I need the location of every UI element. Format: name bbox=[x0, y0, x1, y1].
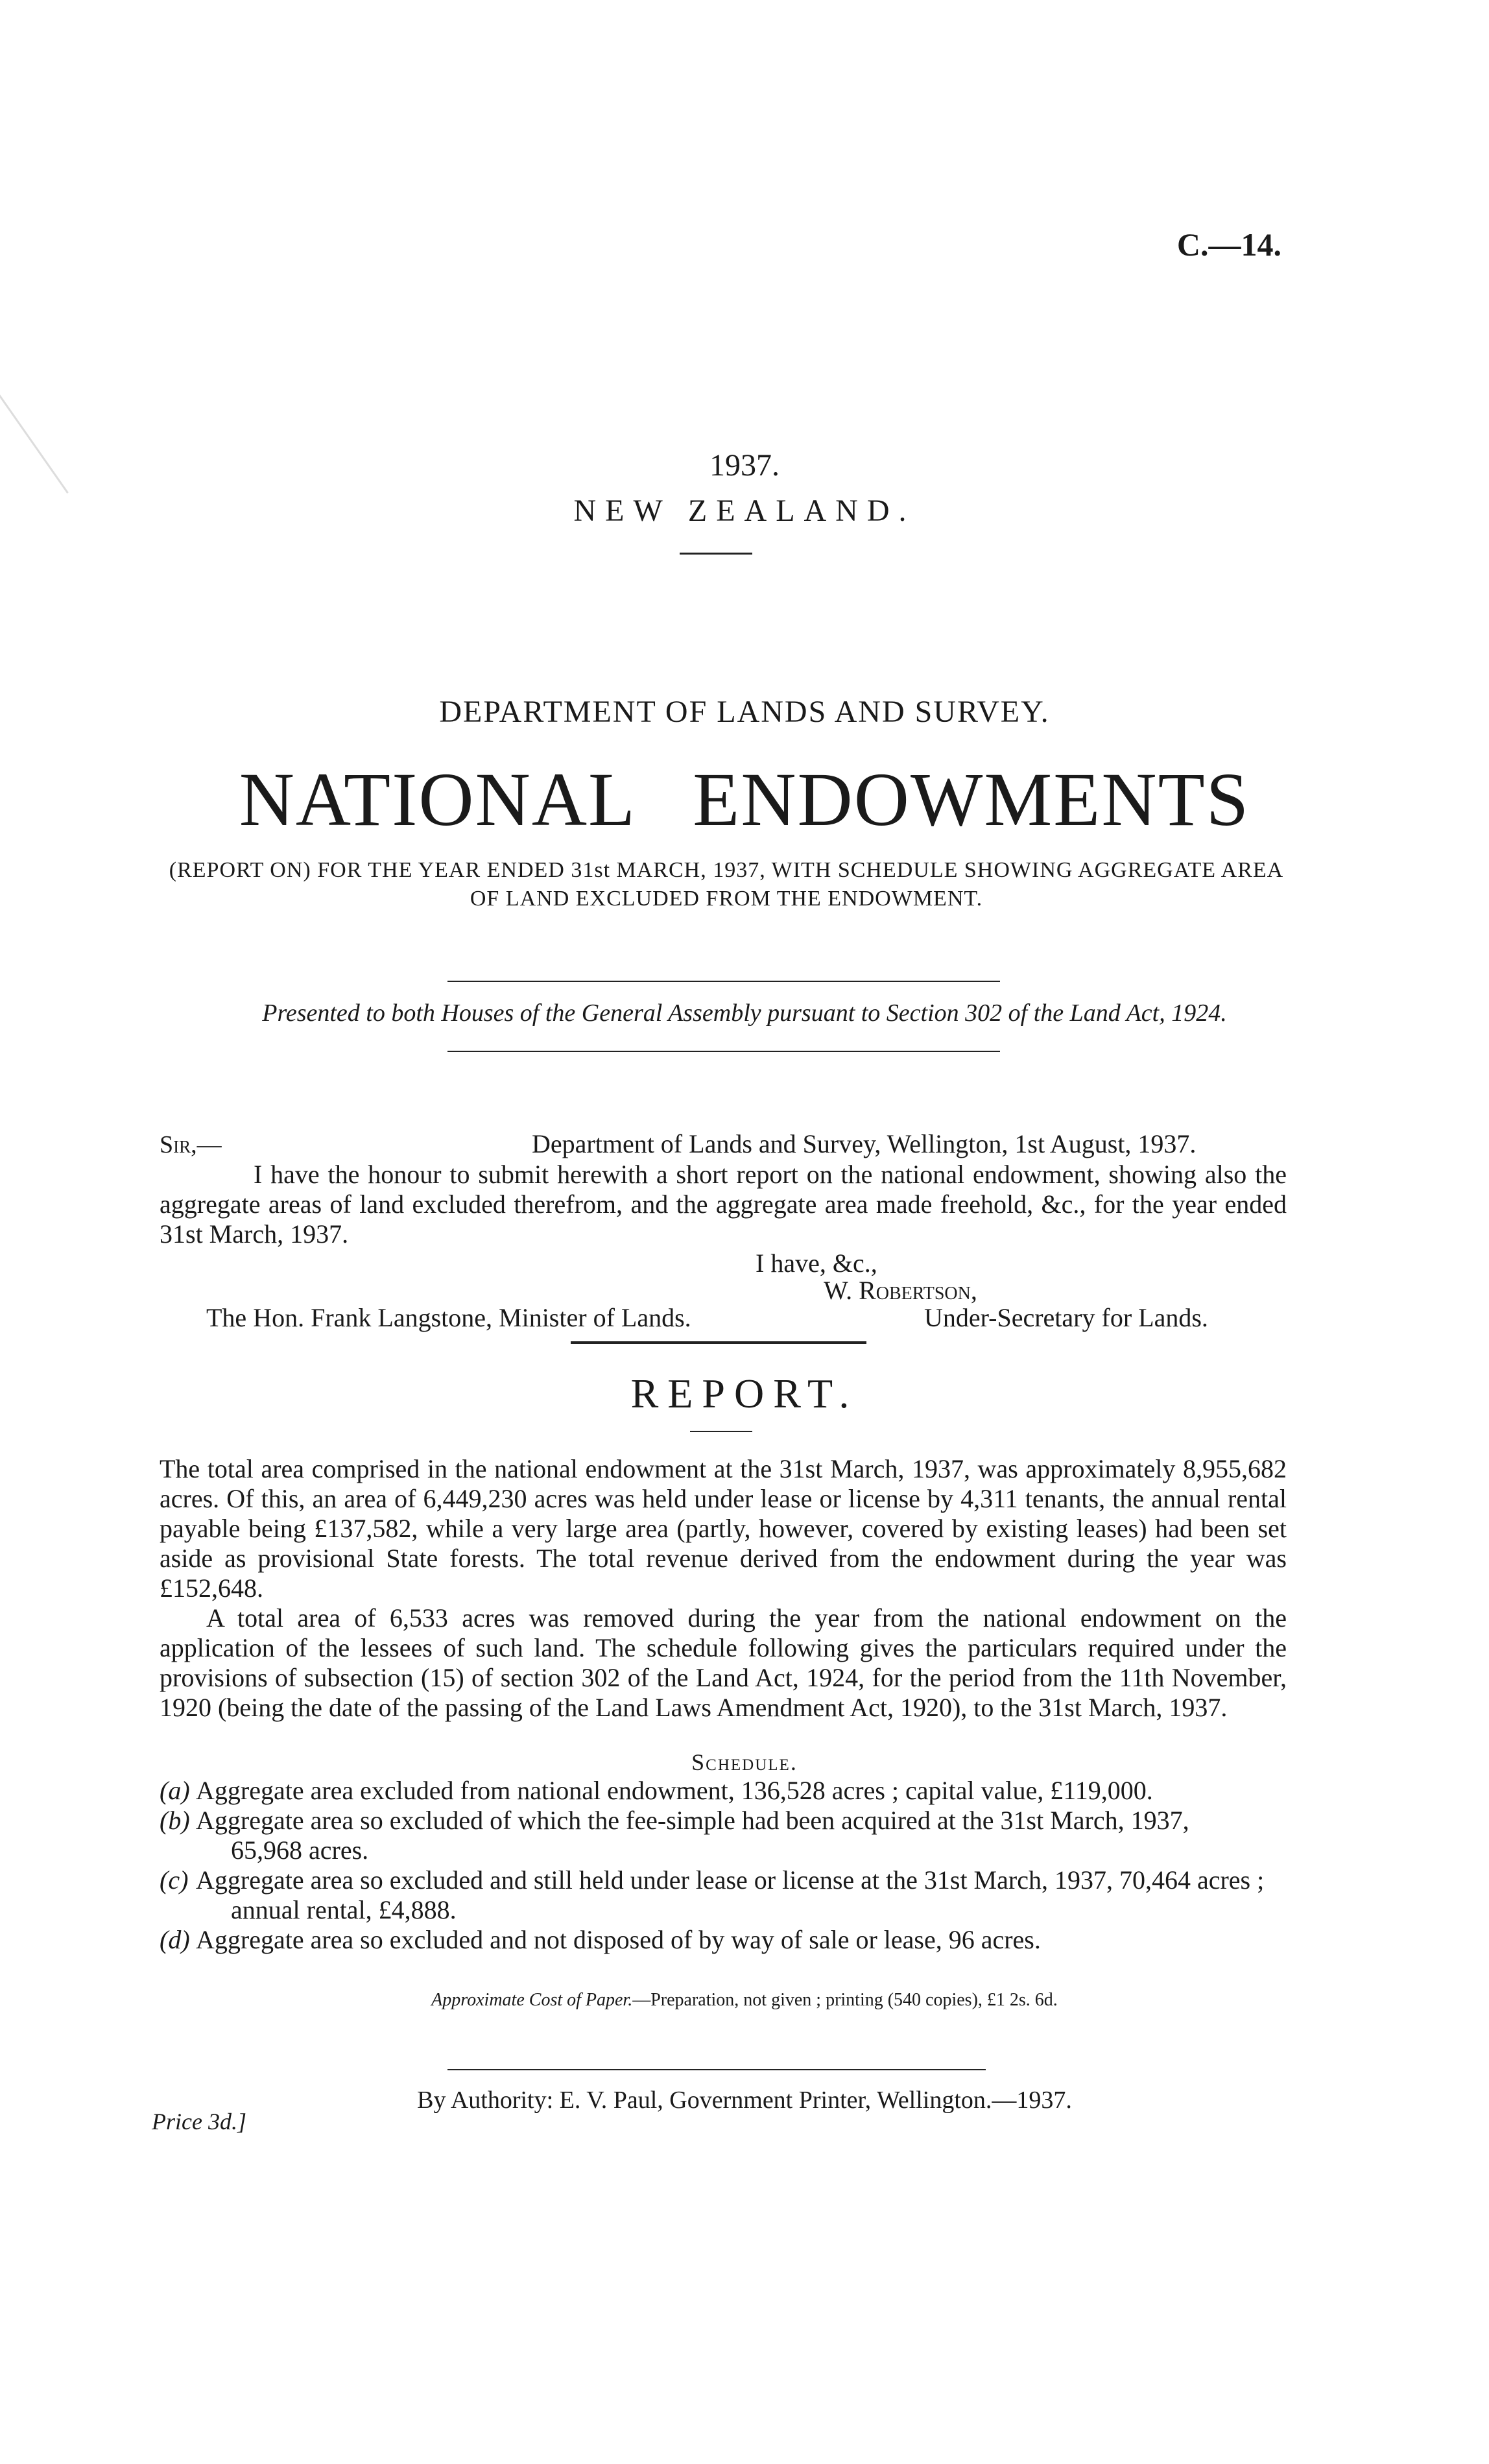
schedule-item-label: (c) bbox=[160, 1865, 189, 1895]
divider bbox=[447, 1051, 1000, 1052]
report-paragraph: The total area comprised in the national endowment at the 31st March, 1937, was approximately 8,955,682 acres. Of this, an area of 6,449,230 acres was held under lease or license by 4,311 tenants, the annual rental payable being £137,582, while a very large area (partly, however, covered by existing leases) had been set aside as provisional State forests. The total revenue derived from the endowment during the year was £152,648. bbox=[160, 1454, 1287, 1603]
cost-text: —Preparation, not given ; printing (540 copies), £1 2s. 6d. bbox=[632, 1990, 1058, 2010]
signatory-title: Under-Secretary for Lands. bbox=[924, 1303, 1208, 1332]
schedule-item-continuation: annual rental, £4,888. bbox=[231, 1895, 457, 1924]
department-heading: DEPARTMENT OF LANDS AND SURVEY. bbox=[439, 695, 1050, 729]
schedule-item-text: Aggregate area excluded from national endowment, 136,528 acres ; capital value, £119,000. bbox=[196, 1776, 1153, 1805]
divider bbox=[690, 1431, 752, 1432]
schedule-item-label: (a) bbox=[160, 1776, 190, 1805]
divider bbox=[447, 981, 1000, 982]
letter-signatory: W. Robertson, bbox=[824, 1276, 977, 1305]
printer-authority: By Authority: E. V. Paul, Government Printer, Wellington.—1937. bbox=[417, 2087, 1072, 2114]
cost-note bbox=[0, 1990, 1489, 2011]
subtitle: (REPORT ON) FOR THE YEAR ENDED 31st MARCH, 1937, WITH SCHEDULE SHOWING AGGREGATE AREA OF LAND EXCLUDED FROM THE ENDOWMENT. bbox=[169, 858, 1284, 911]
letter-salutation: Sir,— bbox=[160, 1131, 222, 1158]
report-paragraph: A total area of 6,533 acres was removed during the year from the national endowment on the application of the lessees of such land. The schedule following gives the particulars required under the provisions of subsection (15) of section 302 of the Land Act, 1924, for the period from the 11th November, 1920 (being the date of the passing of the Land Laws Amendment Act, 1920), to the 31st March, 1937. bbox=[160, 1603, 1287, 1722]
letter-place-date: Department of Lands and Survey, Wellington, 1st August, 1937. bbox=[532, 1129, 1197, 1158]
schedule-item-continuation: 65,968 acres. bbox=[231, 1836, 369, 1865]
schedule-item bbox=[160, 1925, 1287, 1955]
schedule-item-label: (d) bbox=[160, 1925, 190, 1954]
main-title: NATIONAL ENDOWMENTS bbox=[239, 757, 1250, 842]
divider bbox=[680, 553, 752, 555]
schedule-item-text: Aggregate area so excluded and still held under lease or license at the 31st March, 1937, 70,464 acres ; bbox=[196, 1865, 1265, 1895]
report-heading: REPORT. bbox=[630, 1370, 859, 1417]
schedule-item bbox=[160, 1865, 1287, 1925]
schedule-item bbox=[160, 1776, 1287, 1806]
schedule-item-label: (b) bbox=[160, 1806, 190, 1835]
divider bbox=[571, 1341, 866, 1344]
schedule-item-text: Aggregate area so excluded and not disposed of by way of sale or lease, 96 acres. bbox=[196, 1925, 1041, 1954]
letter-addressee: The Hon. Frank Langstone, Minister of Lands. bbox=[206, 1303, 691, 1332]
schedule-item bbox=[160, 1806, 1287, 1865]
cost-label: Approximate Cost of Paper. bbox=[431, 1990, 633, 2010]
divider bbox=[447, 2069, 986, 2070]
document-reference: C.—14. bbox=[1176, 226, 1281, 263]
letter-closing: I have, &c., bbox=[756, 1249, 877, 1278]
presented-note: Presented to both Houses of the General Assembly pursuant to Section 302 of the Land Act, 1924. bbox=[262, 999, 1227, 1027]
document-year: 1937. bbox=[709, 448, 780, 483]
price-note: Price 3d.] bbox=[152, 2109, 246, 2135]
schedule-item-text: Aggregate area so excluded of which the fee-simple had been acquired at the 31st March, 1937, bbox=[196, 1806, 1189, 1835]
country-heading: NEW ZEALAND. bbox=[573, 494, 916, 528]
schedule-heading: Schedule. bbox=[691, 1749, 798, 1775]
letter-body: I have the honour to submit herewith a short report on the national endowment, showing also the aggregate areas of land excluded therefrom, and the aggregate area made freehold, &c., for the year ended 31st March, 1937. bbox=[160, 1160, 1287, 1249]
